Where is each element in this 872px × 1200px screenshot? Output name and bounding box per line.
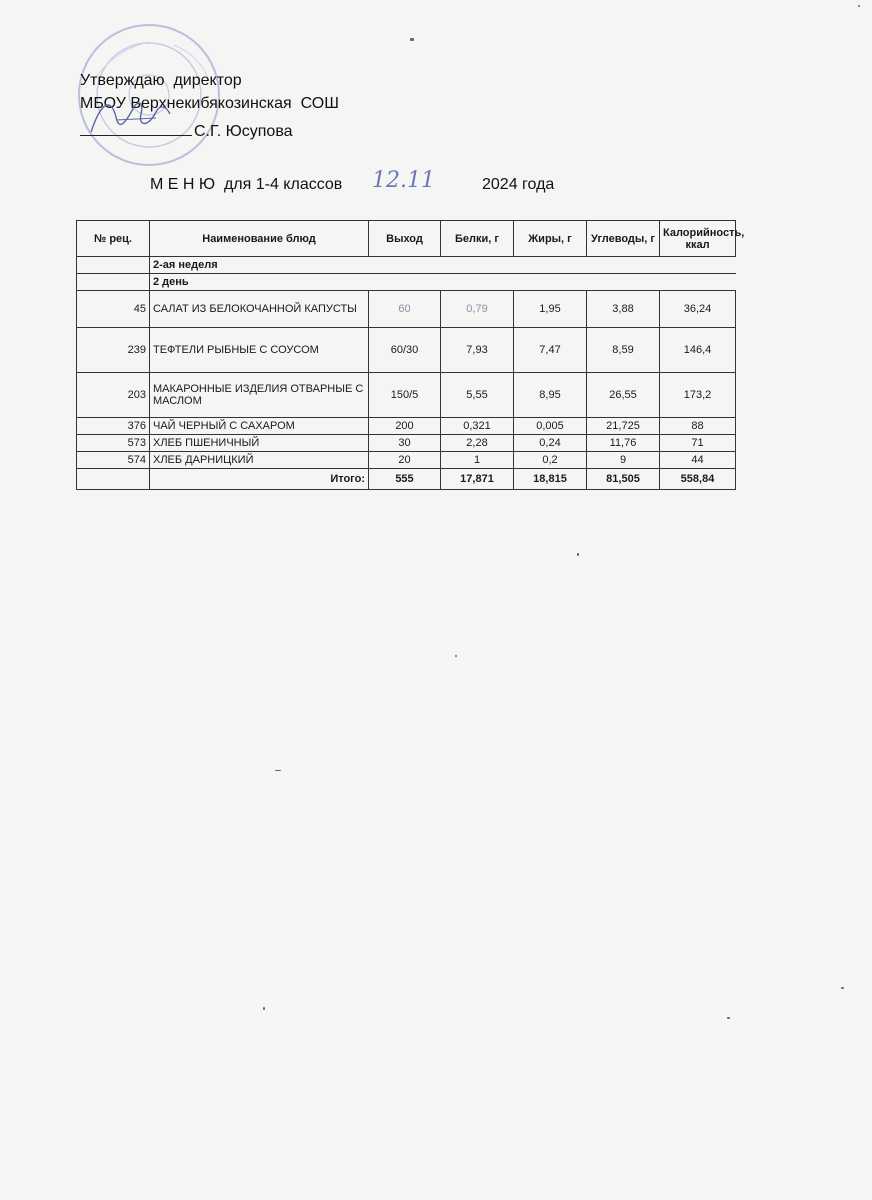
protein-value: 5,55 <box>441 373 514 418</box>
calories-value: 36,24 <box>660 291 736 328</box>
col-header-name: Наименование блюд <box>150 221 369 257</box>
week-row <box>77 257 736 274</box>
week-blank <box>77 257 150 274</box>
output-value: 150/5 <box>369 373 441 418</box>
dish-name: ЧАЙ ЧЕРНЫЙ С САХАРОМ <box>150 418 369 435</box>
total-blank <box>77 469 150 490</box>
signatory-name: С.Г. Юсупова <box>194 123 293 140</box>
day-label: 2 день <box>150 274 736 291</box>
table-header-row <box>77 221 736 257</box>
output-value: 60 <box>369 291 441 328</box>
total-label: Итого: <box>150 469 369 490</box>
fat-value: 0,005 <box>514 418 587 435</box>
calories-value: 44 <box>660 452 736 469</box>
day-blank <box>77 274 150 291</box>
carbs-value: 3,88 <box>587 291 660 328</box>
fat-value: 7,47 <box>514 328 587 373</box>
scan-speck <box>263 1007 265 1010</box>
table-row <box>77 373 736 418</box>
calories-value: 88 <box>660 418 736 435</box>
protein-value: 0,321 <box>441 418 514 435</box>
carbs-value: 11,76 <box>587 435 660 452</box>
recipe-number: 203 <box>77 373 150 418</box>
carbs-value: 8,59 <box>587 328 660 373</box>
output-value: 200 <box>369 418 441 435</box>
recipe-number: 574 <box>77 452 150 469</box>
calories-value: 173,2 <box>660 373 736 418</box>
output-value: 30 <box>369 435 441 452</box>
calories-value: 146,4 <box>660 328 736 373</box>
dish-name: ХЛЕБ ПШЕНИЧНЫЙ <box>150 435 369 452</box>
col-header-rec: № рец. <box>77 221 150 257</box>
total-fat: 18,815 <box>514 469 587 490</box>
table-row <box>77 452 736 469</box>
fat-value: 8,95 <box>514 373 587 418</box>
protein-value: 1 <box>441 452 514 469</box>
protein-value: 2,28 <box>441 435 514 452</box>
approval-heading: Утверждаю директор <box>80 72 242 89</box>
protein-value: 0,79 <box>441 291 514 328</box>
recipe-number: 45 <box>77 291 150 328</box>
fat-value: 1,95 <box>514 291 587 328</box>
col-header-calories: Калорийность, ккал <box>660 221 736 257</box>
school-name: МБОУ Верхнекибякозинская СОШ <box>80 95 339 112</box>
total-protein: 17,871 <box>441 469 514 490</box>
recipe-number: 239 <box>77 328 150 373</box>
menu-year: 2024 года <box>482 176 555 193</box>
dish-name: ТЕФТЕЛИ РЫБНЫЕ С СОУСОМ <box>150 328 369 373</box>
scan-speck <box>455 655 457 657</box>
dish-name: МАКАРОННЫЕ ИЗДЕЛИЯ ОТВАРНЫЕ С МАСЛОМ <box>150 373 369 418</box>
col-header-protein: Белки, г <box>441 221 514 257</box>
col-header-fat: Жиры, г <box>514 221 587 257</box>
col-header-output: Выход <box>369 221 441 257</box>
day-row <box>77 274 736 291</box>
table-row <box>77 328 736 373</box>
dish-name: САЛАТ ИЗ БЕЛОКОЧАННОЙ КАПУСТЫ <box>150 291 369 328</box>
total-row <box>77 469 736 490</box>
recipe-number: 376 <box>77 418 150 435</box>
fat-value: 0,2 <box>514 452 587 469</box>
carbs-value: 9 <box>587 452 660 469</box>
scan-speck <box>577 553 579 556</box>
week-label: 2-ая неделя <box>150 257 736 274</box>
scan-speck <box>275 770 281 771</box>
carbs-value: 21,725 <box>587 418 660 435</box>
table-row <box>77 435 736 452</box>
menu-date-handwritten: 12.11 <box>372 168 435 193</box>
protein-value: 7,93 <box>441 328 514 373</box>
handwritten-signature <box>86 92 176 142</box>
fat-value: 0,24 <box>514 435 587 452</box>
recipe-number: 573 <box>77 435 150 452</box>
table-row <box>77 291 736 328</box>
dish-name: ХЛЕБ ДАРНИЦКИЙ <box>150 452 369 469</box>
total-output: 555 <box>369 469 441 490</box>
table-row <box>77 418 736 435</box>
menu-table <box>76 220 745 490</box>
total-calories: 558,84 <box>660 469 736 490</box>
output-value: 60/30 <box>369 328 441 373</box>
output-value: 20 <box>369 452 441 469</box>
scan-speck <box>858 5 860 7</box>
col-header-carbs: Углеводы, г <box>587 221 660 257</box>
total-carbs: 81,505 <box>587 469 660 490</box>
scan-speck <box>410 38 414 41</box>
scan-speck <box>841 987 844 989</box>
calories-value: 71 <box>660 435 736 452</box>
scan-speck <box>727 1017 730 1019</box>
carbs-value: 26,55 <box>587 373 660 418</box>
menu-title: М Е Н Ю для 1-4 классов <box>150 176 343 193</box>
